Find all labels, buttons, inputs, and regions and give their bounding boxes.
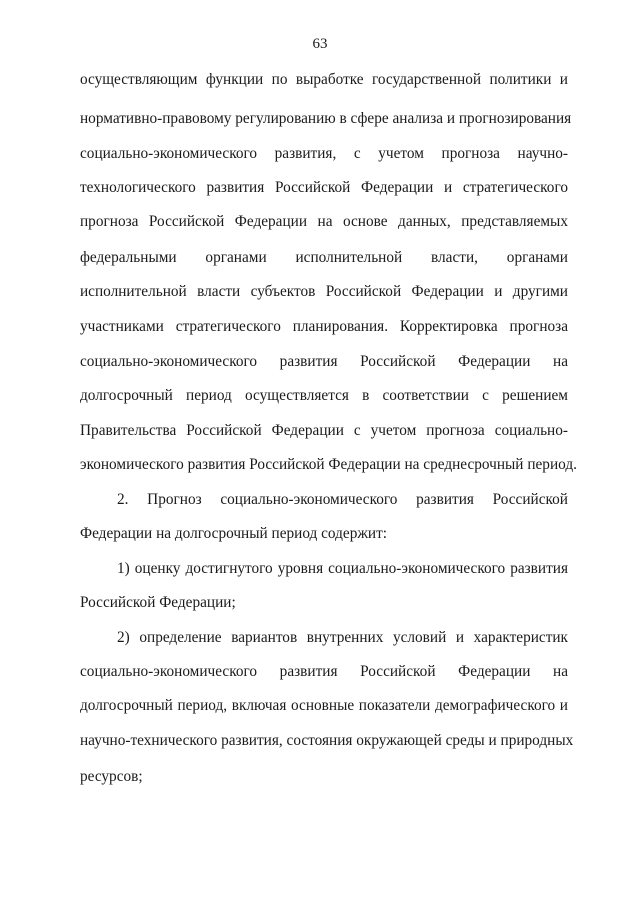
text-line: социально-экономического развития Российской Федерации на <box>80 353 568 370</box>
text-line: прогноза Российской Федерации на основе данных, представляемых <box>80 213 568 230</box>
text-line: социально-экономического развития, с учетом прогноза научно- <box>80 145 568 162</box>
text-line: Федерации на долгосрочный период содержит: <box>80 525 388 542</box>
page-number: 63 <box>312 36 328 52</box>
text-line: 2. Прогноз социально-экономического развития Российской <box>117 491 568 508</box>
text-line: экономического развития Российской Федерации на среднесрочный период. <box>80 456 577 473</box>
text-line: участниками стратегического планирования. Корректировка прогноза <box>80 318 568 335</box>
text-line: осуществляющим функции по выработке государственной политики и <box>80 71 568 88</box>
text-line: Российской Федерации; <box>80 594 236 611</box>
text-line: ресурсов; <box>80 768 143 785</box>
text-line: федеральными органами исполнительной власти, органами <box>80 249 568 266</box>
text-line: нормативно-правовому регулированию в сфере анализа и прогнозирования <box>80 110 572 127</box>
text-line: долгосрочный период осуществляется в соответствии с решением <box>80 387 568 404</box>
text-line: социально-экономического развития Российской Федерации на <box>80 663 568 680</box>
text-line: 2) определение вариантов внутренних условий и характеристик <box>117 629 568 646</box>
text-line: научно-технического развития, состояния окружающей среды и природных <box>80 732 574 749</box>
text-line: долгосрочный период, включая основные показатели демографического и <box>80 697 568 714</box>
text-line: Правительства Российской Федерации с учетом прогноза социально- <box>80 422 568 439</box>
text-line: исполнительной власти субъектов Российской Федерации и другими <box>80 283 568 300</box>
text-line: технологического развития Российской Федерации и стратегического <box>80 179 568 196</box>
text-line: 1) оценку достигнутого уровня социально-экономического развития <box>117 560 568 577</box>
